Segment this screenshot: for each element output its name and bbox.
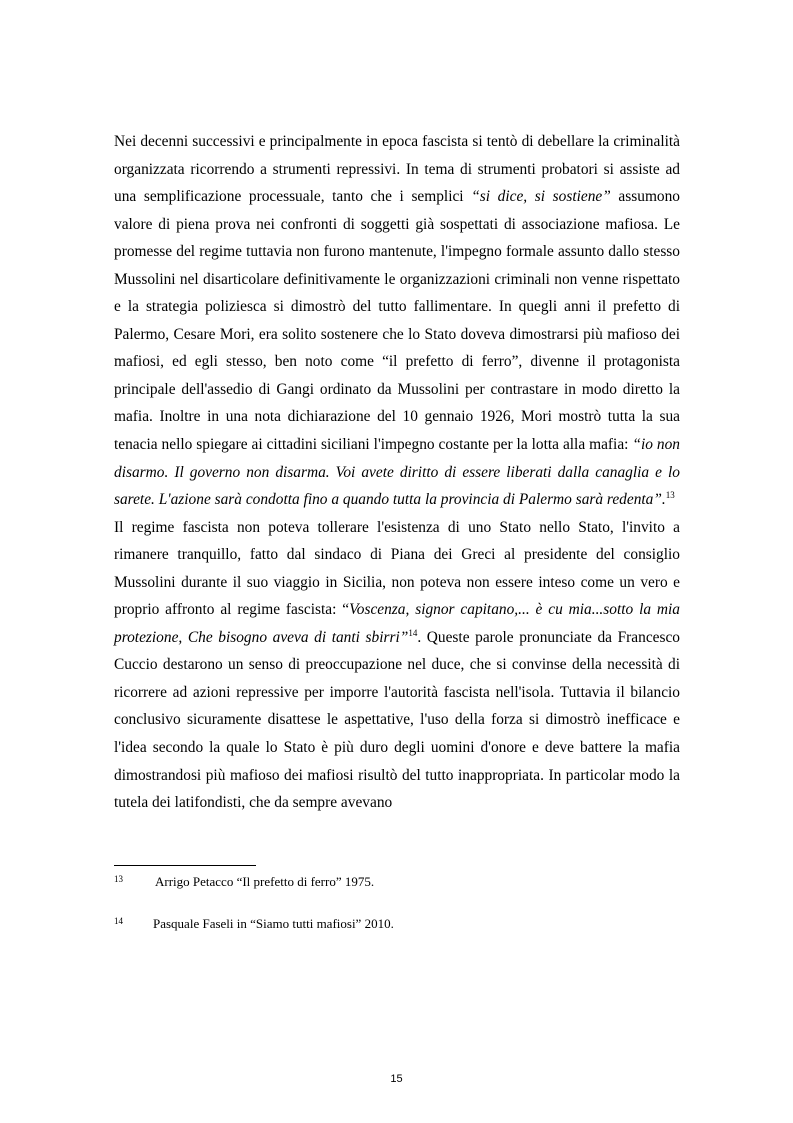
footnote-text: Pasquale Faseli in “Siamo tutti mafiosi” 2010. [153,916,394,931]
paragraph-1-text-a: Nei decenni successivi e principalmente in epoca fascista si tentò di debellare la criminalità organizzata ricorrendo a strumenti repressivi. In tema di strumenti probatori si assiste ad una semplificazione processuale, tanto che i semplici [114,133,680,206]
paragraph-2 [114,514,680,817]
paragraph-2-italic-quote: Voscenza, signor capitano,... è cu mia...sotto la mia protezione, Che bisogno aveva di tanti sbirri” [114,601,680,646]
footnote-text: Arrigo Petacco “Il prefetto di ferro” 1975. [155,874,375,889]
footnote-number: 13 [114,874,123,884]
page-number: 15 [390,1073,403,1085]
paragraph-2-text-a: Il regime fascista non poteva tollerare l'esistenza di uno Stato nello Stato, l'invito a rimanere tranquillo, fatto dal sindaco di Piana dei Greci al presidente del consiglio Mussolini durante il suo viaggio in Sicilia, non poteva non essere inteso come un vero e proprio affronto al regime fascista: “ [114,518,680,619]
paragraph-1-italic-quote-a: “si dice, si sostiene” [471,188,611,206]
paragraph-1 [114,128,680,514]
paragraph-2-text-b: . Queste parole pronunciate da Francesco Cuccio destarono un senso di preoccupazione nel duce, che si convinse della necessità di ricorrere ad azioni repressive per imporre l'autorità fascista nell'isola. Tuttavia il bilancio conclusivo sicuramente disattese le aspettative, l'uso della forza si dimostrò inefficace e l'idea secondo la quale lo Stato è più duro degli uomini d'onore e deve battere la mafia dimostrandosi più mafioso dei mafiosi risultò del tutto inappropriata. In particolar modo la tutela dei latifondisti, che da sempre avevano [114,628,680,812]
footnote-number: 14 [114,916,123,926]
footnote-separator [114,865,256,866]
footnote-ref-14[interactable]: 14 [408,627,418,638]
body-text [114,128,680,817]
footnote-ref-13[interactable]: 13 [665,490,675,501]
paragraph-1-italic-quote-b: “io non disarmo. Il governo non disarma. Voi avete diritto di essere liberati dalla canaglia e lo sarete. L'azione sarà condotta fino a quando tutta la provincia di Palermo sarà redenta”. [114,436,680,509]
paragraph-1-text-b: assumono valore di piena prova nei confronti di soggetti già sospettati di associazione mafiosa. Le promesse del regime tuttavia non furono mantenute, l'impegno formale assunto dallo stesso Mussolini nel disarticolare definitivamente le organizzazioni criminali non venne rispettato e la strategia poliziesca si dimostrò del tutto fallimentare. In quegli anni il prefetto di Palermo, Cesare Mori, era solito sostenere che lo Stato doveva dimostrarsi più mafioso dei mafiosi, ed egli stesso, ben noto come “il prefetto di ferro”, divenne il protagonista principale dell'assedio di Gangi ordinato da Mussolini per contrastare in modo diretto la mafia. Inoltre in una nota dichiarazione del 10 gennaio 1926, Mori mostrò tutta la sua tenacia nello spiegare ai cittadini siciliani l'impegno costante per la lotta alla mafia: [114,188,680,454]
